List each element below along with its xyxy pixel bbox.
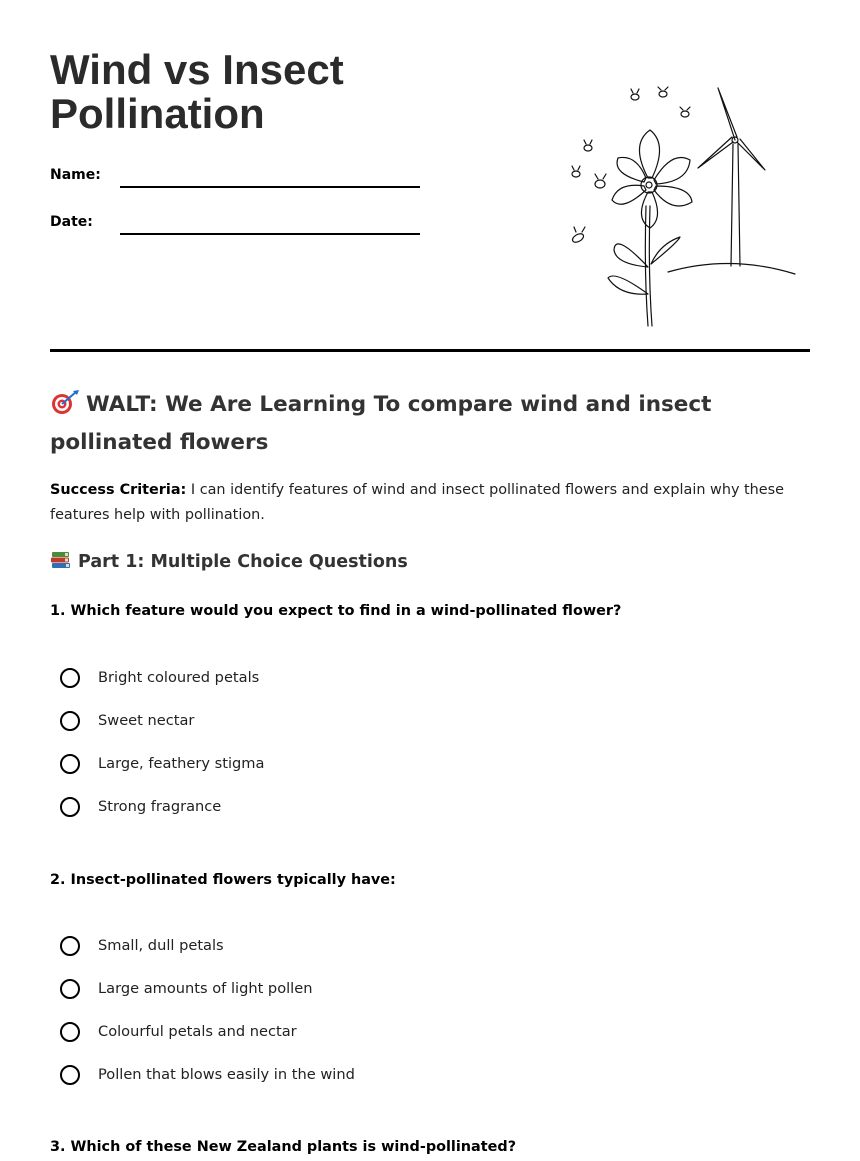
page-title: Wind vs Insect Pollination	[50, 46, 344, 137]
q2-option-1[interactable]	[60, 935, 660, 961]
date-label: Date:	[50, 214, 93, 230]
books-icon	[50, 550, 72, 570]
flower-icon	[612, 130, 692, 228]
bee-icon	[571, 87, 690, 244]
q2-option-4[interactable]	[60, 1064, 660, 1090]
option-label: Large, feathery stigma	[98, 755, 265, 772]
walt-heading	[50, 386, 810, 462]
option-label: Bright coloured petals	[98, 669, 260, 686]
option-label: Sweet nectar	[98, 712, 195, 729]
name-label: Name:	[50, 167, 101, 183]
radio-button[interactable]	[60, 797, 80, 817]
q1-option-3[interactable]	[60, 753, 660, 779]
q1-option-1[interactable]	[60, 667, 660, 693]
option-label: Strong fragrance	[98, 798, 222, 815]
option-label: Pollen that blows easily in the wind	[98, 1066, 355, 1083]
success-criteria-text: I can identify features of wind and insect pollinated flowers and explain why these features help with pollination.	[50, 482, 784, 523]
radio-button[interactable]	[60, 979, 80, 999]
option-label: Large amounts of light pollen	[98, 980, 313, 997]
dart-target-icon	[50, 389, 80, 415]
q2-option-2[interactable]	[60, 978, 660, 1004]
radio-button[interactable]	[60, 754, 80, 774]
radio-button[interactable]	[60, 668, 80, 688]
q2-option-3[interactable]	[60, 1021, 660, 1047]
radio-button[interactable]	[60, 711, 80, 731]
radio-button[interactable]	[60, 1065, 80, 1085]
header-divider	[50, 349, 810, 352]
question-1: 1. Which feature would you expect to find in a wind-pollinated flower?	[50, 603, 622, 619]
success-criteria	[50, 478, 790, 528]
part1-heading-text: Part 1: Multiple Choice Questions	[78, 552, 408, 572]
date-input-line[interactable]	[120, 233, 420, 235]
radio-button[interactable]	[60, 936, 80, 956]
date-field[interactable]	[50, 214, 430, 244]
success-criteria-label: Success Criteria:	[50, 482, 187, 498]
option-label: Colourful petals and nectar	[98, 1023, 297, 1040]
wind-turbine-icon	[698, 88, 765, 266]
name-field[interactable]	[50, 167, 430, 197]
flower-bees-windmill-illustration	[560, 82, 800, 332]
radio-button[interactable]	[60, 1022, 80, 1042]
walt-text: WALT: We Are Learning To compare wind and insect pollinated flowers	[50, 392, 712, 455]
name-input-line[interactable]	[120, 186, 420, 188]
q1-option-4[interactable]	[60, 796, 660, 822]
option-label: Small, dull petals	[98, 937, 224, 954]
q1-option-2[interactable]	[60, 710, 660, 736]
part1-heading	[50, 549, 810, 575]
question-3: 3. Which of these New Zealand plants is wind-pollinated?	[50, 1139, 517, 1155]
question-2: 2. Insect-pollinated flowers typically have:	[50, 872, 396, 888]
